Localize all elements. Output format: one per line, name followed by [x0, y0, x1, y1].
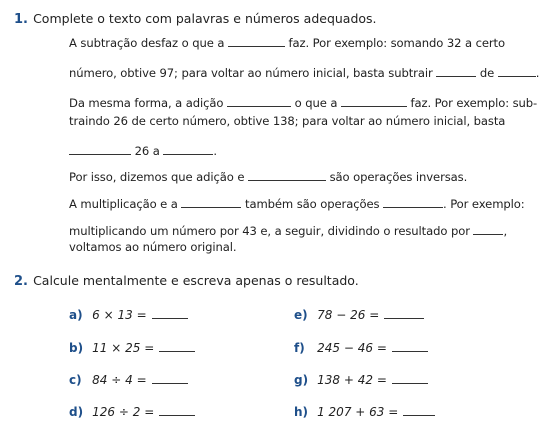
- answer-blank[interactable]: [69, 144, 131, 155]
- calc-item-f: f) 245 − 46 =: [294, 337, 428, 356]
- answer-blank[interactable]: [163, 144, 213, 155]
- exercise-1-header: [14, 8, 377, 27]
- exercise-2-title: Calcule mentalmente e escreva apenas o resultado.: [33, 273, 359, 288]
- answer-blank[interactable]: [181, 197, 241, 208]
- answer-blank[interactable]: [384, 308, 424, 319]
- exercise-1-line-2: número, obtive 97; para voltar ao número inicial, basta subtrair de .: [69, 66, 539, 80]
- exercise-1-line-4: traindo 26 de certo número, obtive 138; para voltar ao número inicial, basta: [69, 114, 506, 128]
- calc-item-c: c) 84 ÷ 4 =: [69, 369, 188, 388]
- exercise-2-header: [14, 270, 359, 289]
- calc-item-d: d) 126 ÷ 2 =: [69, 401, 195, 420]
- answer-blank[interactable]: [403, 405, 435, 416]
- exercise-2-number: 2.: [14, 274, 28, 289]
- exercise-1-line-5: 26 a .: [69, 144, 217, 158]
- calc-item-a: a) 6 × 13 =: [69, 304, 188, 323]
- answer-blank[interactable]: [436, 66, 476, 77]
- exercise-1-number: 1.: [14, 12, 28, 27]
- exercise-1-line-1: A subtração desfaz o que a faz. Por exemplo: somando 32 a certo: [69, 36, 505, 50]
- answer-blank[interactable]: [159, 341, 195, 352]
- answer-blank[interactable]: [159, 405, 195, 416]
- exercise-1-title: Complete o texto com palavras e números adequados.: [33, 11, 377, 26]
- calc-item-g: g) 138 + 42 =: [294, 369, 428, 388]
- exercise-1-line-3: Da mesma forma, a adição o que a faz. Por exemplo: sub-: [69, 96, 538, 110]
- answer-blank[interactable]: [383, 197, 443, 208]
- answer-blank[interactable]: [152, 373, 188, 384]
- answer-blank[interactable]: [392, 373, 428, 384]
- answer-blank[interactable]: [228, 36, 285, 47]
- exercise-1-line-9: voltamos ao número original.: [69, 240, 237, 254]
- answer-blank[interactable]: [152, 308, 188, 319]
- calc-item-e: e) 78 − 26 =: [294, 304, 424, 323]
- exercise-1-line-7: A multiplicação e a também são operações . Por exemplo:: [69, 197, 525, 211]
- calc-item-h: h) 1 207 + 63 =: [294, 401, 435, 420]
- calc-item-b: b) 11 × 25 =: [69, 337, 195, 356]
- exercise-1-line-8: multiplicando um número por 43 e, a seguir, dividindo o resultado por ,: [69, 224, 508, 238]
- answer-blank[interactable]: [341, 96, 407, 107]
- answer-blank[interactable]: [227, 96, 291, 107]
- answer-blank[interactable]: [392, 341, 428, 352]
- answer-blank[interactable]: [473, 224, 503, 235]
- answer-blank[interactable]: [248, 170, 326, 181]
- exercise-1-line-6: Por isso, dizemos que adição e são operações inversas.: [69, 170, 468, 184]
- answer-blank[interactable]: [498, 66, 536, 77]
